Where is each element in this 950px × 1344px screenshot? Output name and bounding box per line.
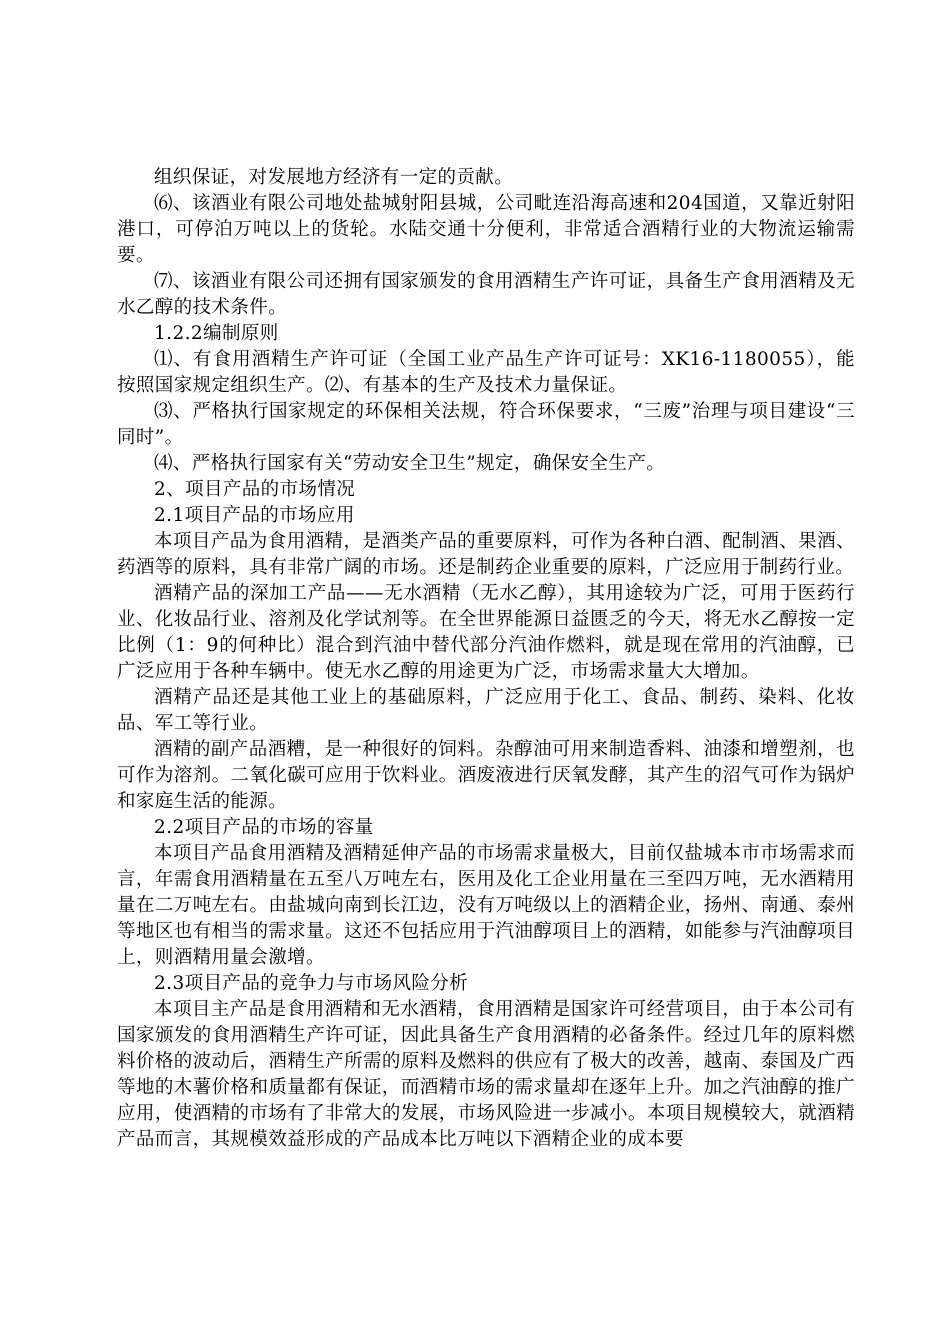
paragraph: ⑹、该酒业有限公司地处盐城射阳县城，公司毗连沿海高速和204国道，又靠近射阳港口，可停泊万吨以上的货轮。水陆交通十分便利，非常适合酒精行业的大物流运输需要。 [117,193,855,266]
section-heading: 2.2项目产品的市场的容量 [154,817,374,838]
paragraph: ⑴、有食用酒精生产许可证（全国工业产品生产许可证号：XK16-1180055），能按照国家规定组织生产。⑵、有基本的生产及技术力量保证。 [117,349,855,396]
paragraph: ⑶、严格执行国家规定的环保相关法规，符合环保要求，“三废”治理与项目建设“三同时”。 [117,401,855,448]
document-body [117,165,855,1153]
paragraph: 酒精产品还是其他工业上的基础原料，广泛应用于化工、食品、制药、染料、化妆品、军工等行业。 [117,687,855,734]
paragraph: ⑷、严格执行国家有关“劳动安全卫生”规定，确保安全生产。 [154,453,666,474]
paragraph: 本项目产品为食用酒精，是酒类产品的重要原料，可作为各种白酒、配制酒、果酒、药酒等的原料，具有非常广阔的市场。还是制药企业重要的原料，广泛应用于制药行业。 [117,531,855,578]
section-heading: 2.1项目产品的市场应用 [154,505,355,526]
paragraph: 本项目主产品是食用酒精和无水酒精，食用酒精是国家许可经营项目，由于本公司有国家颁发的食用酒精生产许可证，因此具备生产食用酒精的必备条件。经过几年的原料燃料价格的波动后，酒精生产所需的原料及燃料的供应有了极大的改善，越南、泰国及广西等地的木薯价格和质量都有保证，而酒精市场的需求量却在逐年上升。加之汽油醇的推广应用，使酒精的市场有了非常大的发展，市场风险进一步减小。本项目规模较大，就酒精产品而言，其规模效益形成的产品成本比万吨以下酒精企业的成本要 [117,999,855,1150]
paragraph: ⑺、该酒业有限公司还拥有国家颁发的食用酒精生产许可证，具备生产食用酒精及无水乙醇的技术条件。 [117,271,855,318]
section-heading: 1.2.2编制原则 [154,323,279,344]
paragraph: 酒精产品的深加工产品——无水酒精（无水乙醇），其用途较为广泛，可用于医药行业、化妆品行业、溶剂及化学试剂等。在全世界能源日益匮乏的今天，将无水乙醇按一定比例（1：9的何种比）混合到汽油中替代部分汽油作燃料，就是现在常用的汽油醇，已广泛应用于各种车辆中。使无水乙醇的用途更为广泛，市场需求量大大增加。 [117,583,855,682]
section-heading: 2、项目产品的市场情况 [154,479,356,500]
paragraph: 组织保证，对发展地方经济有一定的贡献。 [154,167,514,188]
section-heading: 2.3项目产品的竞争力与市场风险分析 [154,973,469,994]
paragraph: 本项目产品食用酒精及酒精延伸产品的市场需求量极大，目前仅盐城本市市场需求而言，年需食用酒精量在五至八万吨左右，医用及化工企业用量在三至四万吨，无水酒精用量在二万吨左右。由盐城向南到长江边，没有万吨级以上的酒精企业，扬州、南通、泰州等地区也有相当的需求量。这还不包括应用于汽油醇项目上的酒精，如能参与汽油醇项目上，则酒精用量会激增。 [117,843,855,968]
paragraph: 酒精的副产品酒糟，是一种很好的饲料。杂醇油可用来制造香料、油漆和增塑剂，也可作为溶剂。二氧化碳可应用于饮料业。酒废液进行厌氧发酵，其产生的沼气可作为锅炉和家庭生活的能源。 [117,739,855,812]
